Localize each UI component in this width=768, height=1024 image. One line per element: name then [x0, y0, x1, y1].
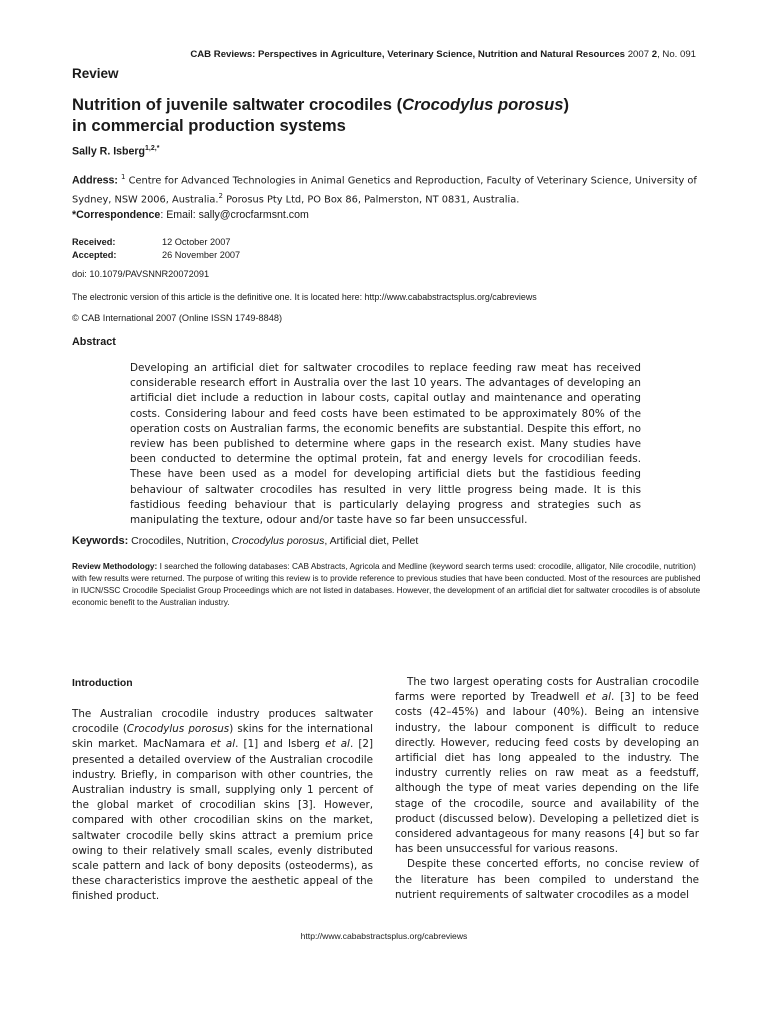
- journal-issue: , No. 091: [657, 49, 696, 60]
- copyright: © CAB International 2007 (Online ISSN 1749-8848): [72, 313, 283, 323]
- keywords-before: Crocodiles, Nutrition,: [128, 535, 232, 547]
- intro-italic: Crocodylus porosus: [126, 723, 230, 736]
- intro-paragraph-3: Despite these concerted efforts, no concise review of the literature has been compiled to understand the nutrient requirements of saltwater crocodiles as a model: [395, 858, 699, 901]
- intro-paragraph-1: [72, 707, 373, 905]
- abstract-heading: Abstract: [72, 336, 116, 348]
- introduction-right-column: [395, 675, 699, 903]
- footer-url: http://www.cababstractsplus.org/cabreviews: [300, 931, 468, 941]
- article-dates: [72, 236, 240, 261]
- correspondence: [72, 209, 309, 221]
- keywords-label: Keywords:: [72, 535, 129, 547]
- keywords-after: , Artificial diet, Pellet: [324, 535, 419, 547]
- introduction-heading: Introduction: [72, 678, 133, 689]
- address: [72, 170, 702, 208]
- address-label: Address:: [72, 174, 118, 187]
- intro-text: The Australian crocodile industry produces saltwater crocodile (: [72, 708, 373, 736]
- received-date: 12 October 2007: [162, 237, 231, 247]
- intro-text: . [3] to be feed costs (42–45%) and labour (40%). Being an intensive industry, the labour component is difficult to reduce directly. However, reducing feed costs by developing an artificial diet has long appealed to the industry. The industry currently relies on raw meat as a feedstuff, although the type of meat varies depending on the life stage of the crocodile, source and availability of the product (discussed below). Developing a pelletized diet is considered advantageous for many reasons [4] but so far has been unsuccessful for various reasons.: [395, 691, 700, 856]
- accepted-date: 26 November 2007: [162, 249, 241, 260]
- journal-year: 2007: [627, 49, 650, 60]
- address-sup2: 2: [218, 191, 223, 200]
- title-species: Crocodylus porosus: [402, 95, 564, 114]
- intro-text: ) skins for the international skin market. MacNamara: [72, 723, 373, 751]
- author: [72, 145, 159, 158]
- introduction-left-column: [72, 707, 373, 905]
- received-row: [72, 236, 240, 249]
- article-title: [72, 94, 692, 136]
- intro-text: The two largest operating costs for Australian crocodile farms were reported by Treadwell: [395, 676, 699, 704]
- correspondence-email: : Email: sally@crocfarmsnt.com: [160, 209, 309, 221]
- address-sup1: 1: [121, 173, 126, 181]
- address-text1: Centre for Advanced Technologies in Animal Genetics and Reproduction, Faculty of Veterinary Science, University of Sydney, NSW 2006, Australia.: [72, 175, 697, 206]
- methodology-label: Review Methodology:: [72, 561, 158, 571]
- address-text2: Porosus Pty Ltd, PO Box 86, Palmerston, NT 0831, Australia.: [226, 194, 520, 206]
- received-label: Received:: [72, 237, 116, 247]
- title-part1: Nutrition of juvenile saltwater crocodiles (: [72, 95, 403, 114]
- title-part2: ): [563, 95, 569, 114]
- correspondence-label: *Correspondence: [72, 209, 161, 221]
- journal-volume: 2: [651, 49, 658, 60]
- abstract-text: Developing an artificial diet for saltwater crocodiles to replace feeding raw meat has received considerable research effort in Australia over the last 10 years. The advantages of developing an artificial diet include a reduction in labour costs, capital outlay and maintenance and operating costs. Considering labour and feed costs have been estimated to be approximately 80% of the operation costs on Australian farms, the economic benefits are substantial. Despite this effort, no review has been published to determine where gaps in the research exist. Many studies have been conducted to determine the optimal protein, fat and energy levels for crocodilian feeds. These have been used as a model for developing artificial diets but the fastidious feeding behaviour of saltwater crocodiles has resulted in very little progress being made. It is this fastidious feeding behaviour that is particularly delaying progress and strategies such as manipulating the texture, odour and/or taste have so far been unsuccessful.: [130, 362, 641, 527]
- doi: doi: 10.1079/PAVSNNR20072091: [72, 269, 210, 279]
- journal-name: CAB Reviews: Perspectives in Agriculture, Veterinary Science, Nutrition and Natural Resources: [190, 49, 626, 60]
- title-line2: in commercial production systems: [72, 116, 346, 135]
- intro-italic: et al: [325, 738, 350, 751]
- intro-italic: et al: [585, 691, 611, 704]
- intro-paragraph-2: [395, 675, 699, 857]
- electronic-version-note: The electronic version of this article is the definitive one. It is located here: http://www.cababstractsplus.org/cabreviews: [72, 292, 537, 302]
- accepted-row: [72, 249, 240, 262]
- journal-header: [0, 49, 696, 60]
- methodology-text: I searched the following databases: CAB Abstracts, Agricola and Medline (keyword search terms used: crocodile, alligator, Nile crocodile, nutrition) with few results were returned. The purpose of writing this review is to provide reference to previous studies that have been conducted. Most of the resources are published in IUCN/SSC Crocodile Specialist Group Proceedings which are not listed in databases. However, the development of an artificial diet for saltwater crocodiles is of absolute economic benefit to the Australian industry.: [72, 561, 701, 608]
- author-name: Sally R. Isberg: [72, 145, 146, 158]
- keywords-species: Crocodylus porosus: [231, 535, 325, 547]
- author-affiliation-marks: 1,2,*: [145, 145, 160, 152]
- intro-text: . [2] presented a detailed overview of the Australian crocodile industry. Briefly, in comparison with other countries, the Australian industry is small, supplying only 1 percent of the global market of crocodilian skins [3]. However, compared with other crocodilian skins on the market, saltwater crocodile belly skins attract a premium price owing to their relatively small scales, evenly distributed scale pattern and lack of bony deposits (osteoderms), as these characteristics improve the aesthetic appeal of the finished product.: [72, 738, 374, 903]
- intro-text: . [1] and Isberg: [235, 738, 326, 751]
- review-methodology: [72, 560, 702, 608]
- keywords: [72, 535, 418, 547]
- accepted-label: Accepted:: [72, 249, 117, 260]
- intro-italic: et al: [210, 738, 236, 751]
- section-label: Review: [72, 66, 119, 81]
